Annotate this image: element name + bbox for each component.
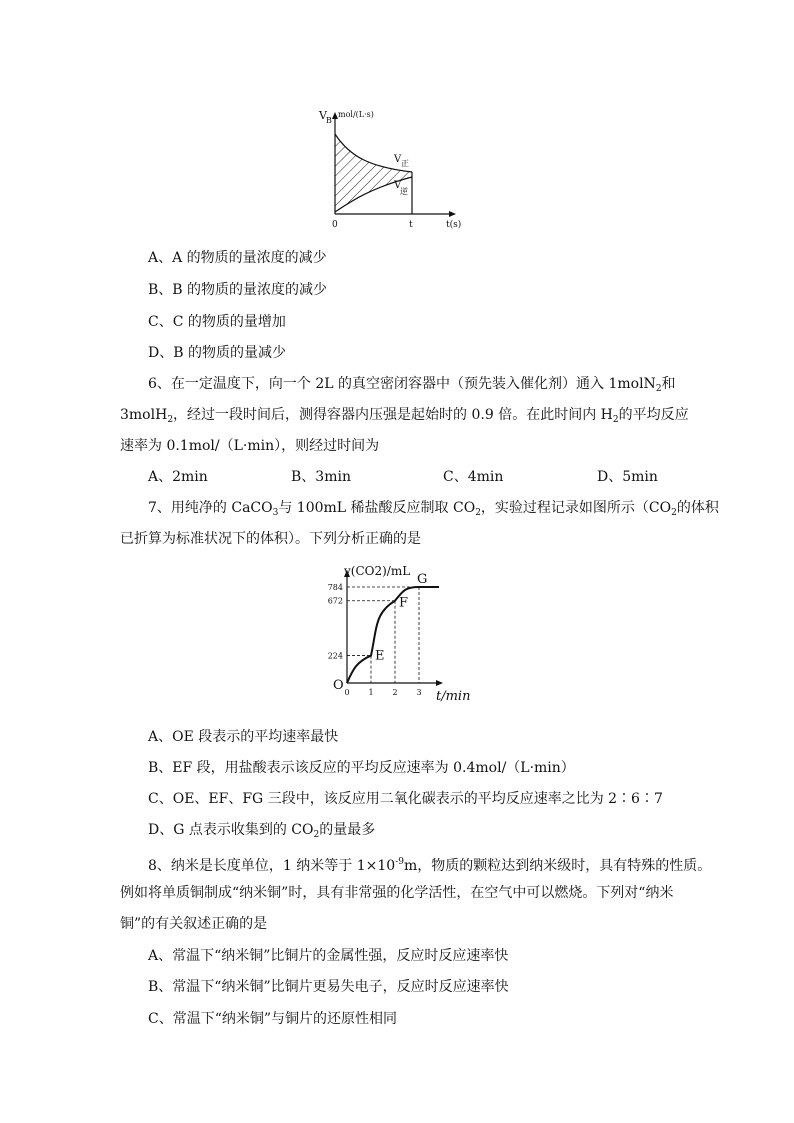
q8-line-2: 例如将单质铜制成“纳米铜”时，具有非常强的化学活性，在空气中可以燃烧。下列对“纳米 [120, 885, 674, 901]
y-tick-672: 672 [327, 596, 343, 606]
v-reverse-sub: 逆 [400, 187, 408, 196]
point-label-F: F [399, 595, 409, 611]
q6-option-b: B、3min [291, 469, 351, 485]
q5-option-a: A、A 的物质的量浓度的减少 [148, 250, 327, 266]
q8-line-1: 8、纳米是长度单位，1 纳米等于 $1\times 10^{-9}m$，物质的颗粒达到纳米级时，具有特殊的性质。 [148, 857, 712, 874]
x-tick-2: 2 [392, 688, 398, 697]
origin-label: 0 [332, 220, 338, 230]
q5-option-c: C、C 的物质的量增加 [148, 314, 286, 330]
t-mark-label: t [409, 220, 413, 230]
hatched-area [335, 134, 412, 212]
q7-line-2: 已折算为标准状况下的体积）。下列分析正确的是 [120, 531, 421, 547]
q6-line-2: 3molH$_2$，经过一段时间后，测得容器内压强是起始时的 0.9 倍。在此时间内 $H_2$的平均反应 [120, 407, 689, 425]
q7-option-c: C、OE、EF、FG 三段中，该反应用二氧化碳表示的平均反应速率之比为 2∶6∶7 [148, 791, 663, 807]
q8-option-b: B、常温下“纳米铜”比铜片更易失电子，反应时反应速率快 [148, 979, 509, 995]
chart-y-label: v(CO2)/mL [344, 564, 411, 578]
y-tick-224: 224 [327, 651, 343, 661]
q7-option-d: D、G 点表示收集到的 $CO_2$的量最多 [148, 822, 376, 840]
q8-option-c: C、常温下“纳米铜”与铜片的还原性相同 [148, 1011, 398, 1027]
q8-option-a: A、常温下“纳米铜”比铜片的金属性强，反应时反应速率快 [148, 948, 509, 964]
y-axis-label: V [319, 109, 327, 122]
q6-option-c: C、4min [443, 469, 504, 485]
v-reverse-label: V [394, 180, 402, 191]
v-forward-label: V [394, 154, 402, 165]
chart-x-arrow [436, 680, 443, 686]
q6-option-d: D、5min [597, 469, 658, 485]
chart-x-label: t/min [436, 689, 471, 704]
q5-option-d: D、B 的物质的量减少 [148, 345, 286, 361]
point-label-E: E [375, 648, 385, 664]
q7-option-a: A、OE 段表示的平均速率最快 [148, 729, 339, 745]
q6-line-3: 速率为 0.1mol/（L·min），则经过时间为 [120, 438, 380, 454]
q5-option-b: B、B 的物质的量浓度的减少 [148, 282, 328, 298]
x-tick-3: 3 [416, 688, 422, 697]
v-forward-sub: 正 [401, 159, 409, 168]
q7-line-1: 7、用纯净的 CaCO$_3$与 100mL 稀盐酸反应制取 $CO_2$，实验过程记录如图所示（$CO_2$的体积 [148, 500, 719, 518]
x-tick-1: 1 [368, 688, 374, 697]
y-axis-sub: B [326, 116, 332, 125]
x-tick-0: 0 [344, 688, 350, 697]
x-axis-arrow [449, 211, 456, 217]
rate-time-diagram [310, 102, 470, 234]
point-label-O: O [333, 678, 344, 693]
co2-volume-chart [322, 560, 482, 708]
y-tick-784: 784 [327, 583, 343, 592]
x-axis-label: t(s) [446, 220, 462, 230]
y-unit-label: mol/(L·s) [338, 110, 374, 119]
q6-option-a: A、2min [148, 469, 208, 485]
q6-line-1: 6、在一定温度下，向一个 2L 的真空密闭容器中（预先装入催化剂）通入 1molN$_2$和 [148, 376, 676, 394]
q7-option-b: B、EF 段，用盐酸表示该反应的平均反应速率为 0.4mol/（L·min） [148, 760, 575, 776]
co2-volume-curve [347, 587, 439, 683]
q8-line-3: 铜”的有关叙述正确的是 [120, 916, 268, 932]
point-label-G: G [417, 572, 428, 587]
